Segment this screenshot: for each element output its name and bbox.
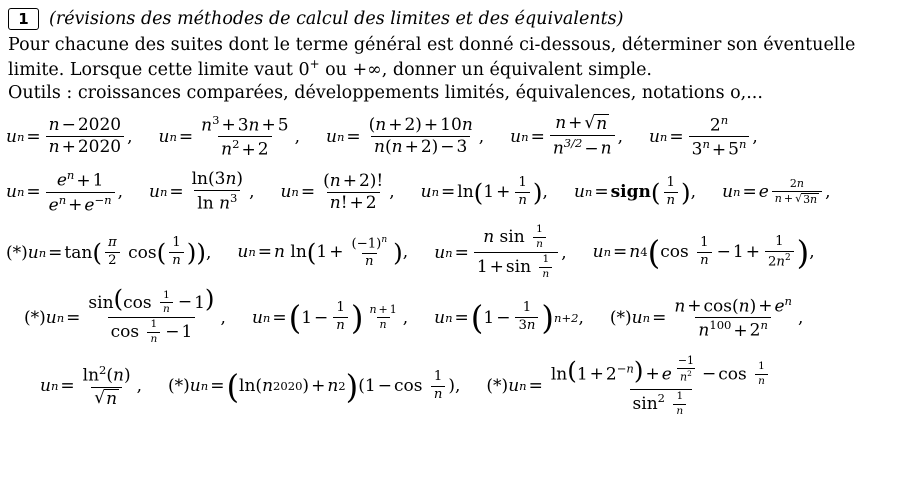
formula-2: u n = $\frac{n^3 + 3n + 5}{n^2 + 2}$ , [158, 112, 300, 160]
formula-8: u n = $\frac{(n + 2)!}{n! + 2}$ , [280, 170, 395, 213]
formula-22: (*) u n = $\ln(1 + 2^{-n}) + e$ $^{\frac{-1}{n^2}}$ − cos $\frac{1}{n}$ $\sin^2$ $\frac{1}{n}$ [486, 355, 777, 418]
intro-line-2-superscript: + [309, 57, 320, 72]
intro-line-3: Outils : croissances comparées, développements limités, équivalences, notations o,... [8, 83, 763, 104]
formula-1: u n = $\frac{n - 2020}{n + 2020}$ , [6, 115, 133, 158]
formula-14: u n = n sin $\frac{1}{n}$ 1 + sin $\frac{1}{n}$ , [434, 223, 567, 280]
formula-row-1 [6, 114, 892, 160]
formula-3: u n = $\frac{(n + 2) + 10n}{n(n + 2) - 3}$ , [325, 115, 485, 158]
formula-row-3 [6, 224, 892, 280]
formula-row-4 [6, 284, 892, 346]
formula-7: u n = $\frac{\ln(3n)}{\ln n^3}$ , [148, 169, 255, 215]
formula-4: u n = n + √ n $n^{3/2} - n$ , [510, 113, 623, 160]
formula-15: u n = n 4 ( cos $\frac{1}{n}$ − 1 + $\frac{1}{2n^2}$ ) , [592, 233, 815, 272]
intro-paragraph [8, 34, 892, 106]
formula-11: u n = e 2n n + √ 3n , [722, 176, 831, 207]
formula-19: (*) u n = $\frac{n + \cos(n) + e^n}{n^{100} + 2^n}$ , [609, 293, 804, 341]
exercise-header [8, 8, 892, 30]
formula-list [6, 114, 892, 418]
exercise-number-badge: 1 [8, 8, 39, 30]
formula-12: (*) u n = tan ( $\frac{\pi}{2}$ cos ( $\frac{1}{n}$ ) ) , [6, 235, 212, 268]
formula-13: u n = n ln ( 1 + $\frac{(-1)^n}{n}$ ) , [237, 234, 409, 270]
intro-line-2 [8, 57, 892, 82]
intro-line-2-a: limite. Lorsque cette limite vaut 0 [8, 60, 310, 81]
formula-18: u n = ( 1 − $\frac{1}{3n}$ ) n+2 , [434, 299, 584, 338]
formula-10: u n = sign ( $\frac{1}{n}$ ) , [573, 174, 697, 208]
formula-9: u n = ln ( 1 + $\frac{1}{n}$ ) , [420, 174, 548, 208]
formula-5: u n = $\frac{2^n}{3^n + 5^n}$ , [648, 112, 758, 160]
formula-17: u n = ( 1 − $\frac{1}{n}$ ) $\frac{n + 1}{n}$ , [251, 299, 409, 338]
intro-line-2-b: ou +∞, donner un équivalent simple. [319, 60, 652, 81]
intro-line-1: Pour chacune des suites dont le terme général est donné ci-dessous, déterminer son éventuelle [8, 35, 856, 55]
exercise-note: (révisions des méthodes de calcul des limites et des équivalents) [49, 9, 624, 29]
formula-row-5 [6, 355, 892, 418]
formula-20: u n = $\ln^2(n)$ √ n , [40, 362, 143, 409]
formula-row-2 [6, 169, 892, 215]
formula-21: (*) u n = ( ln( n 2020 ) + n 2 ) (1 − cos $\frac{1}{n}$ ) , [168, 367, 461, 406]
formula-6: u n = $\frac{e^n + 1}{e^n + e^{-n}}$ , [6, 168, 123, 216]
formula-16: (*) u n = sin(cos $\frac{1}{n}$ − 1) cos $\frac{1}{n}$ − 1 , [24, 284, 226, 346]
